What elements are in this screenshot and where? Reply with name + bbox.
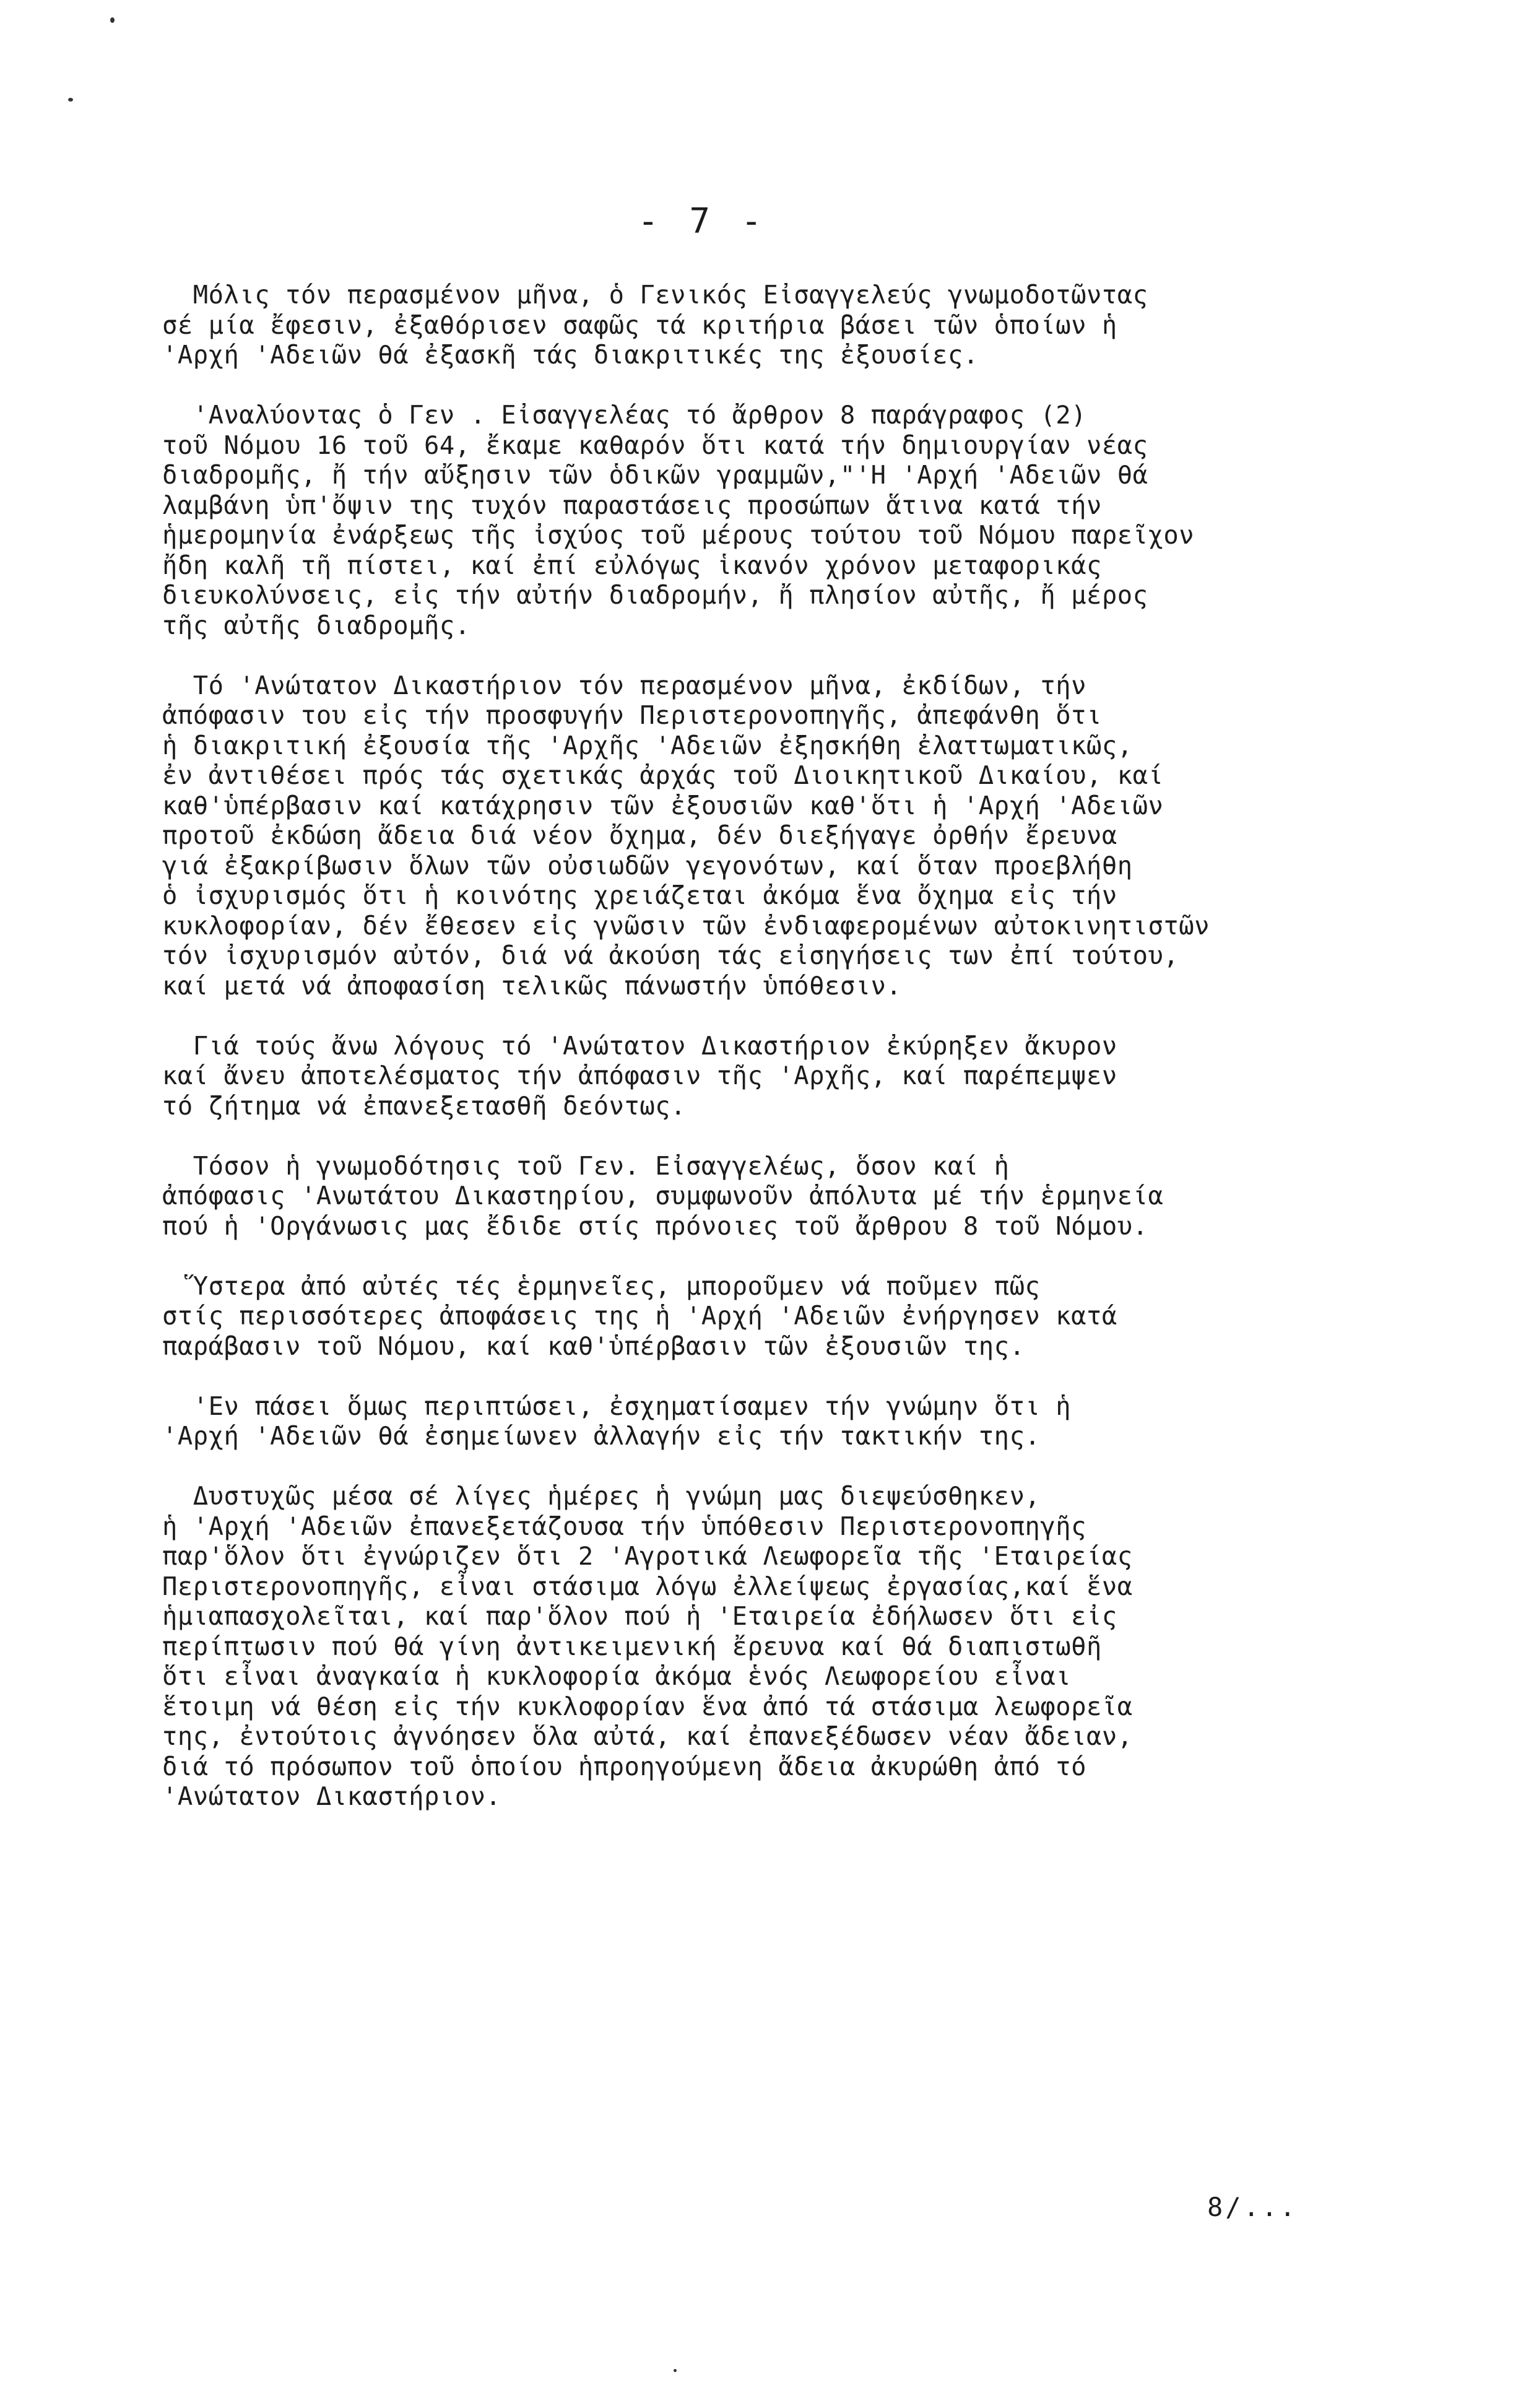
scan-speck: [110, 17, 115, 23]
text-line: ἀπόφασιν του εἰς τήν προσφυγήν Περιστερονοπηγῆς, ἀπεφάνθη ὅτι: [162, 700, 1102, 730]
paragraph-1: [162, 280, 1450, 370]
text-line: Δυστυχῶς μέσα σέ λίγες ἡμέρες ἡ γνώμη μας διεψεύσθηκεν,: [162, 1481, 1041, 1511]
text-line: καί μετά νά ἀποφασίση τελικῶς πάνωστήν ὑπόθεσιν.: [162, 970, 902, 1001]
text-line: πού ἡ 'Οργάνωσις μας ἔδιδε στίς πρόνοιες τοῦ ἄρθρου 8 τοῦ Νόμου.: [162, 1211, 1148, 1241]
text-line: 'Αρχή 'Αδειῶν θά ἐσημείωνεν ἀλλαγήν εἰς τήν τακτικήν της.: [162, 1421, 1041, 1451]
page-number: - 7 -: [638, 201, 767, 241]
text-line: προτοῦ ἐκδώση ἄδεια διά νέον ὄχημα, δέν διεξήγαγε ὀρθήν ἔρευνα: [162, 820, 1117, 850]
text-line: ἕτοιμη νά θέση εἰς τήν κυκλοφορίαν ἕνα ἀπό τά στάσιμα λεωφορεῖα: [162, 1691, 1133, 1721]
scan-speck: [68, 98, 73, 102]
text-line: διευκολύνσεις, εἰς τήν αὐτήν διαδρομήν, ἤ πλησίον αὐτῆς, ἤ μέρος: [162, 580, 1148, 610]
text-line: καθ'ὑπέρβασιν καί κατάχρησιν τῶν ἐξουσιῶν καθ'ὅτι ἡ 'Αρχή 'Αδειῶν: [162, 790, 1164, 820]
text-line: ὅτι εἶναι ἀναγκαία ἡ κυκλοφορία ἀκόμα ἑνός Λεωφορείου εἶναι: [162, 1661, 1072, 1691]
text-line: Γιά τούς ἄνω λόγους τό 'Ανώτατον Δικαστήριον ἐκύρηξεν ἄκυρον: [162, 1030, 1117, 1061]
text-line: τόν ἰσχυρισμόν αὐτόν, διά νά ἀκούση τάς εἰσηγήσεις των ἐπί τούτου,: [162, 941, 1179, 970]
paragraph-8: [162, 1481, 1450, 1812]
text-line: στίς περισσότερες ἀποφάσεις της ἡ 'Αρχή 'Αδειῶν ἐνήργησεν κατά: [162, 1301, 1117, 1331]
text-line: παράβασιν τοῦ Νόμου, καί καθ'ὑπέρβασιν τῶν ἐξουσιῶν της.: [162, 1331, 1025, 1361]
paragraph-6: [162, 1271, 1450, 1362]
paragraph-5: [162, 1151, 1450, 1241]
text-line: διαδρομῆς, ἤ τήν αὔξησιν τῶν ὁδικῶν γραμμῶν,"'Η 'Αρχή 'Αδειῶν θά: [162, 460, 1148, 490]
text-line: ἡμιαπασχολεῖται, καί παρ'ὅλον πού ἡ 'Εταιρεία ἐδήλωσεν ὅτι εἰς: [162, 1601, 1117, 1631]
text-line: Μόλις τόν περασμένον μῆνα, ὁ Γενικός Εἰσαγγελεύς γνωμοδοτῶντας: [162, 280, 1148, 310]
text-line: καί ἄνευ ἀποτελέσματος τήν ἀπόφασιν τῆς 'Αρχῆς, καί παρέπεμψεν: [162, 1061, 1117, 1090]
text-line: κυκλοφορίαν, δέν ἔθεσεν εἰς γνῶσιν τῶν ἐνδιαφερομένων αὐτοκινητιστῶν: [162, 910, 1210, 941]
paragraph-3: [162, 671, 1450, 1001]
text-line: 'Εν πάσει ὅμως περιπτώσει, ἐσχηματίσαμεν τήν γνώμην ὅτι ἡ: [162, 1391, 1072, 1421]
text-line: ἡμερομηνία ἐνάρξεως τῆς ἰσχύος τοῦ μέρους τούτου τοῦ Νόμου παρεῖχον: [162, 520, 1195, 550]
text-line: ἡ διακριτική ἐξουσία τῆς 'Αρχῆς 'Αδειῶν ἐξησκήθη ἐλαττωματικῶς,: [162, 730, 1133, 760]
text-line: παρ'ὅλον ὅτι ἐγνώριζεν ὅτι 2 'Αγροτικά Λεωφορεῖα τῆς 'Εταιρείας: [162, 1541, 1133, 1571]
text-line: ἐν ἀντιθέσει πρός τάς σχετικάς ἀρχάς τοῦ Διοικητικοῦ Δικαίου, καί: [162, 760, 1164, 790]
scan-speck: [674, 2369, 677, 2372]
text-line: τοῦ Νόμου 16 τοῦ 64, ἔκαμε καθαρόν ὅτι κατά τήν δημιουργίαν νέας: [162, 430, 1148, 460]
text-line: 'Αναλύοντας ὁ Γεν . Εἰσαγγελέας τό ἄρθρον 8 παράγραφος (2): [162, 400, 1086, 430]
text-line: ἀπόφασις 'Ανωτάτου Δικαστηρίου, συμφωνοῦν ἀπόλυτα μέ τήν ἑρμηνεία: [162, 1181, 1164, 1211]
text-line: τῆς αὐτῆς διαδρομῆς.: [162, 610, 470, 640]
text-line: τό ζήτημα νά ἐπανεξετασθῆ δεόντως.: [162, 1090, 687, 1121]
text-line: της, ἐντούτοις ἀγνόησεν ὅλα αὐτά, καί ἐπανεξέδωσεν νέαν ἄδειαν,: [162, 1721, 1133, 1751]
text-line: ἤδη καλῆ τῆ πίστει, καί ἐπί εὐλόγως ἱκανόν χρόνον μεταφορικάς: [162, 550, 1102, 580]
continuation-marker: 8/...: [1207, 2192, 1298, 2222]
text-line: γιά ἐξακρίβωσιν ὅλων τῶν οὐσιωδῶν γεγονότων, καί ὅταν προεβλήθη: [162, 850, 1133, 880]
text-line: Περιστερονοπηγῆς, εἶναι στάσιμα λόγω ἐλλείψεως ἐργασίας,καί ἕνα: [162, 1571, 1133, 1601]
text-line: περίπτωσιν πού θά γίνη ἀντικειμενική ἔρευνα καί θά διαπιστωθῆ: [162, 1631, 1102, 1661]
text-line: ἡ 'Αρχή 'Αδειῶν ἐπανεξετάζουσα τήν ὑπόθεσιν Περιστερονοπηγῆς: [162, 1511, 1086, 1541]
text-line: σέ μία ἔφεσιν, ἐξαθόρισεν σαφῶς τά κριτήρια βάσει τῶν ὁποίων ἡ: [162, 310, 1117, 340]
text-line: διά τό πρόσωπον τοῦ ὁποίου ἡπροηγούμενη ἄδεια ἀκυρώθη ἀπό τό: [162, 1751, 1086, 1781]
paragraph-2: [162, 400, 1450, 640]
text-line: Ὕστερα ἀπό αὐτές τές ἑρμηνεῖες, μποροῦμεν νά ποῦμεν πῶς: [162, 1271, 1041, 1301]
text-line: 'Ανώτατον Δικαστήριον.: [162, 1781, 501, 1811]
paragraph-4: [162, 1031, 1450, 1121]
body-text: [162, 280, 1450, 1812]
text-line: Τό 'Ανώτατον Δικαστήριον τόν περασμένον μῆνα, ἐκδίδων, τήν: [162, 670, 1086, 700]
text-line: λαμβάνη ὑπ'ὄψιν της τυχόν παραστάσεις προσώπων ἅτινα κατά τήν: [162, 490, 1102, 520]
text-line: Τόσον ἡ γνωμοδότησις τοῦ Γεν. Εἰσαγγελέως, ὅσον καί ἡ: [162, 1150, 1010, 1181]
paragraph-7: [162, 1391, 1450, 1451]
text-line: ὁ ἰσχυρισμός ὅτι ἡ κοινότης χρειάζεται ἀκόμα ἕνα ὄχημα εἰς τήν: [162, 880, 1117, 910]
text-line: 'Αρχή 'Αδειῶν θά ἐξασκῆ τάς διακριτικές της ἐξουσίες.: [162, 340, 979, 370]
